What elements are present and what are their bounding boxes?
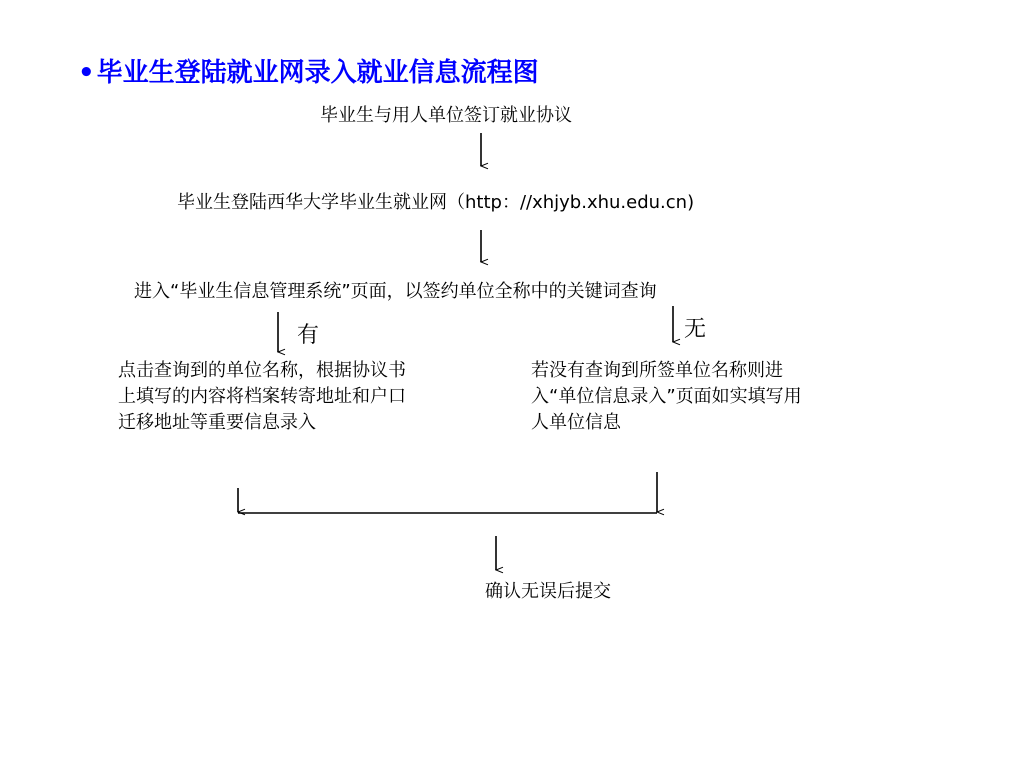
step-confirm-submit: 确认无误后提交 [485,581,611,602]
title-text: 毕业生登陆就业网录入就业信息流程图 [96,58,539,88]
branch-found-instructions: 点击查询到的单位名称，根据协议书上填写的内容将档案转寄地址和户口迁移地址等重要信息录入 [118,360,406,433]
step-enter-system: 进入“毕业生信息管理系统”页面，以签约单位全称中的关键词查询 [134,281,657,302]
branch-label-found: 有 [297,323,320,348]
step-sign-agreement: 毕业生与用人单位签订就业协议 [320,105,572,126]
branch-not-found-instructions: 若没有查询到所签单位名称则进入“单位信息录入”页面如实填写用人单位信息 [531,360,802,433]
branch-label-not-found: 无 [684,317,707,342]
step-login-site: 毕业生登陆西华大学毕业生就业网（http：//xhjyb.xhu.edu.cn) [177,192,695,213]
title-bullet: • [78,58,95,88]
